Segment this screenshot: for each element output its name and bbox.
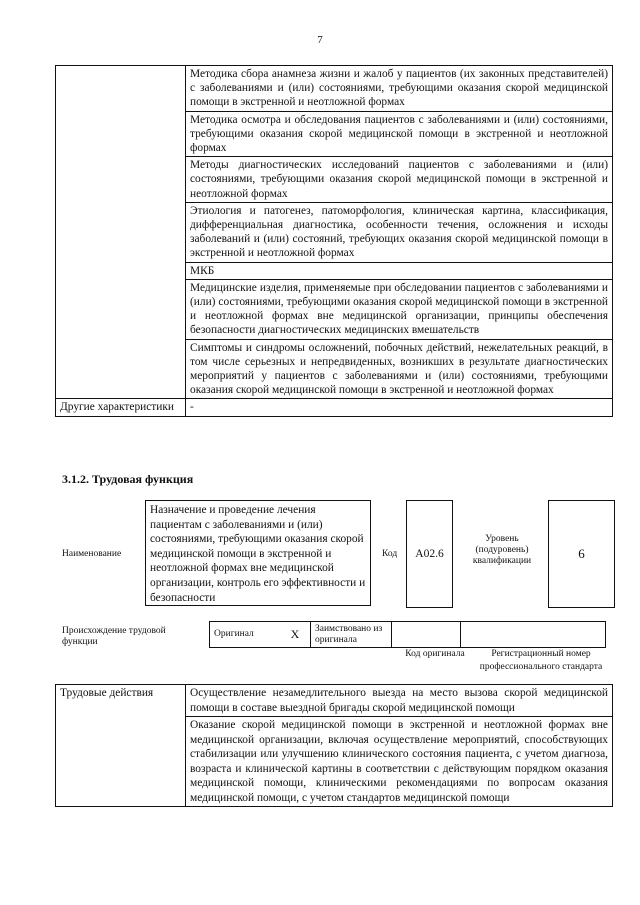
knowledge-item: Методика осмотра и обследования пациентов с заболеваниями и (или) состояниями, требующими оказания скорой медицинской помощи в экстренной и неотложной формах [186, 111, 613, 157]
function-code-box: A02.6 [406, 500, 453, 608]
knowledge-item: Методы диагностических исследований пациентов с заболеваниями и (или) состояниями, требующими оказания скорой медицинской помощи в экстренной и неотложной формах [186, 157, 613, 203]
labor-action-item: Оказание скорой медицинской помощи в экстренной и неотложной формах вне медицинской организации, включая осуществление мероприятий, способствующих стабилизации или улучшению клинического состояния пациента, с учетом диагноза, возраста и клинической картины в соответствии с действующим порядком оказания медицинской помощи, клиническими рекомендациями по вопросам оказания медицинской помощи, с учетом стандартов медицинской помощи [186, 717, 613, 807]
page-number: 7 [317, 34, 323, 46]
borrowed-label: Заимствовано из оригинала [311, 622, 392, 648]
name-label: Наименование [62, 549, 122, 559]
labor-actions-label: Трудовые действия [56, 685, 186, 807]
knowledge-item: Медицинские изделия, применяемые при обследовании пациентов с заболеваниями и (или) состояниями, требующими оказания скорой медицинской помощи в экстренной и неотложной формах вне медицинской организации, принципы обеспечения безопасности диагностических медицинских вмешательств [186, 279, 613, 339]
qualification-level-label: Уровень (подуровень) квалификации [472, 534, 532, 566]
knowledge-item: Методика сбора анамнеза жизни и жалоб у пациентов (их законных представителей) с заболеваниями и (или) состояниями, требующими оказания скорой медицинской помощи в экстренной и неотложной формах [186, 66, 613, 112]
section-title: 3.1.2. Трудовая функция [62, 472, 194, 486]
registration-number-caption: Регистрационный номер профессионального стандарта [479, 649, 603, 672]
table-row [56, 399, 613, 416]
other-characteristics-value: - [186, 399, 613, 416]
original-code-caption: Код оригинала [405, 649, 465, 659]
labor-actions-table [55, 684, 613, 807]
label-cell [56, 66, 186, 399]
table-row [56, 685, 613, 717]
original-code-cell [392, 622, 461, 648]
table-row [210, 622, 606, 648]
qualification-level-box: 6 [548, 500, 615, 608]
code-label: Код [382, 549, 398, 559]
knowledge-item: МКБ [186, 262, 613, 279]
labor-action-item: Осуществление незамедлительного выезда на место вызова скорой медицинской помощи в составе выездной бригады скорой медицинской помощи [186, 685, 613, 717]
other-characteristics-label: Другие характеристики [56, 399, 186, 416]
original-label: Оригинал [210, 622, 281, 648]
knowledge-item: Этиология и патогенез, патоморфология, клиническая картина, классификация, дифференциальная диагностика, особенности течения, осложнения и исходы заболеваний и (или) состояний, требующих оказания скорой медицинской помощи в экстренной и неотложной формах [186, 202, 613, 262]
function-name-box: Назначение и проведение лечения пациентам с заболеваниями и (или) состояниями, требующими оказания скорой медицинской помощи в экстренной и неотложной формах вне медицинской организации, контроль его эффективности и безопасности [145, 500, 371, 606]
original-mark: X [280, 622, 311, 648]
origin-table [209, 621, 606, 648]
registration-number-cell [461, 622, 606, 648]
origin-label: Происхождение трудовой функции [62, 626, 166, 647]
knowledge-table [55, 65, 613, 417]
table-row [56, 66, 613, 112]
knowledge-item: Симптомы и синдромы осложнений, побочных действий, нежелательных реакций, в том числе серьезных и непредвиденных, возникших в результате диагностических мероприятий у пациентов с заболеваниями и (или) состояниями, требующими оказания скорой медицинской помощи в экстренной и неотложной формах [186, 339, 613, 399]
